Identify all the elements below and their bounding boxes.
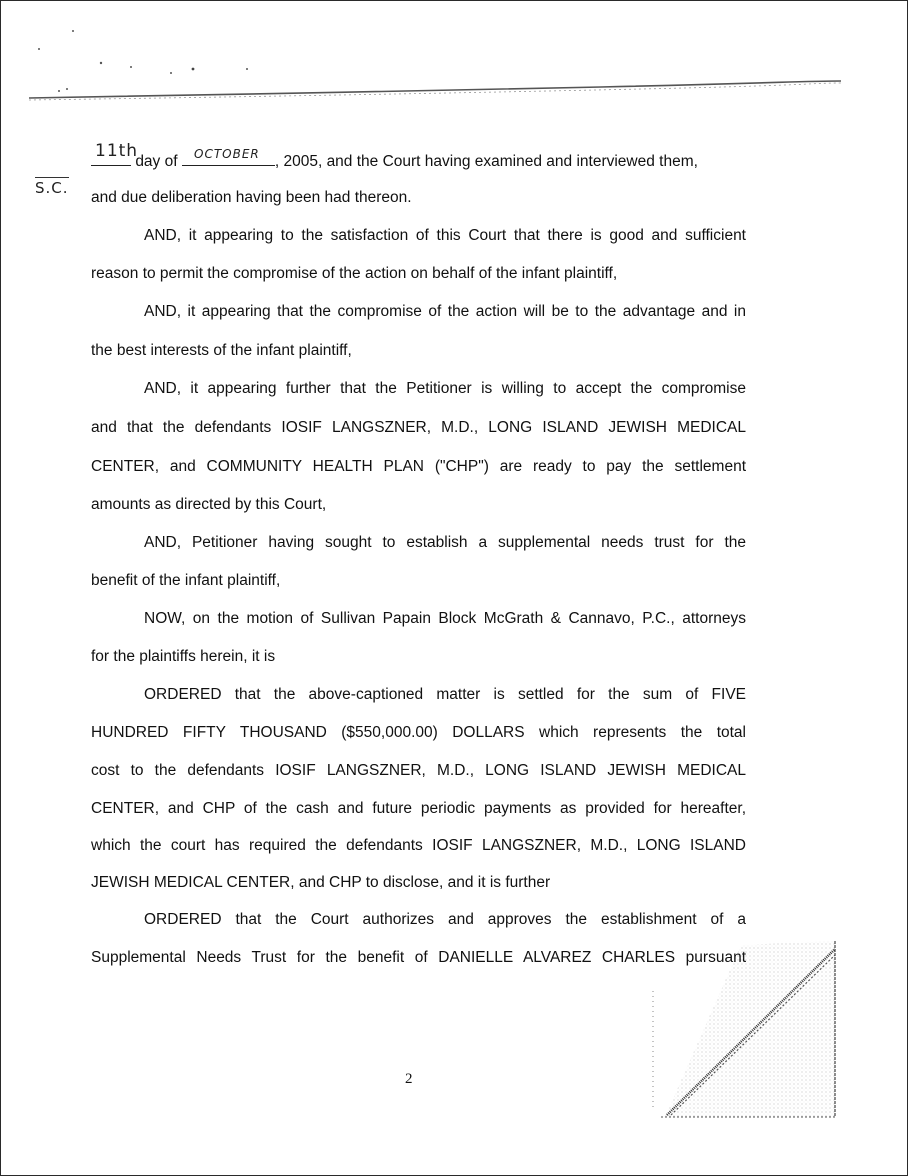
handwritten-initials: S.C. xyxy=(35,179,69,197)
text-line: AND, it appearing that the compromise of the action will be to the advantage and in xyxy=(144,303,746,320)
text-line: CENTER, and COMMUNITY HEALTH PLAN ("CHP") are ready to pay the settlement xyxy=(91,458,746,475)
page-number: 2 xyxy=(405,1071,413,1087)
month-blank xyxy=(182,151,275,166)
text-line-1 xyxy=(91,151,746,171)
text-line: reason to permit the compromise of the action on behalf of the infant plaintiff, xyxy=(91,265,618,282)
text-line: for the plaintiffs herein, it is xyxy=(91,648,276,665)
handwritten-month: OCTOBER xyxy=(194,147,260,161)
text-line: JEWISH MEDICAL CENTER, and CHP to disclose, and it is further xyxy=(91,874,551,891)
text-line: Supplemental Needs Trust for the benefit of DANIELLE ALVAREZ CHARLES pursuant xyxy=(91,949,746,966)
text-line: ORDERED that the above-captioned matter is settled for the sum of FIVE xyxy=(144,686,746,703)
text-line: AND, it appearing further that the Petitioner is willing to accept the compromise xyxy=(144,380,746,397)
text-segment: , 2005, and the Court having examined and interviewed them, xyxy=(274,153,698,170)
text-line: the best interests of the infant plaintiff, xyxy=(91,342,352,359)
text-line: and that the defendants IOSIF LANGSZNER, M.D., LONG ISLAND JEWISH MEDICAL xyxy=(91,419,746,436)
handwritten-day: 11th xyxy=(95,141,139,161)
text-line: which the court has required the defendants IOSIF LANGSZNER, M.D., LONG ISLAND xyxy=(91,837,746,854)
text-line: CENTER, and CHP of the cash and future periodic payments as provided for hereafter, xyxy=(91,800,746,817)
text-line: NOW, on the motion of Sullivan Papain Block McGrath & Cannavo, P.C., attorneys xyxy=(144,610,746,627)
day-blank xyxy=(91,151,131,166)
text-line: HUNDRED FIFTY THOUSAND ($550,000.00) DOLLARS which represents the total xyxy=(91,724,746,741)
text-line: benefit of the infant plaintiff, xyxy=(91,572,281,589)
text-line: amounts as directed by this Court, xyxy=(91,496,327,513)
text-line: cost to the defendants IOSIF LANGSZNER, M.D., LONG ISLAND JEWISH MEDICAL xyxy=(91,762,746,779)
text-line: ORDERED that the Court authorizes and approves the establishment of a xyxy=(144,911,746,928)
header-rule xyxy=(1,1,907,111)
text-segment: day of xyxy=(135,153,178,170)
text-line: AND, Petitioner having sought to establish a supplemental needs trust for the xyxy=(144,534,746,551)
scan-artifact-corner xyxy=(641,931,841,1121)
text-line: and due deliberation having been had thereon. xyxy=(91,189,412,206)
text-line: AND, it appearing to the satisfaction of this Court that there is good and sufficient xyxy=(144,227,746,244)
